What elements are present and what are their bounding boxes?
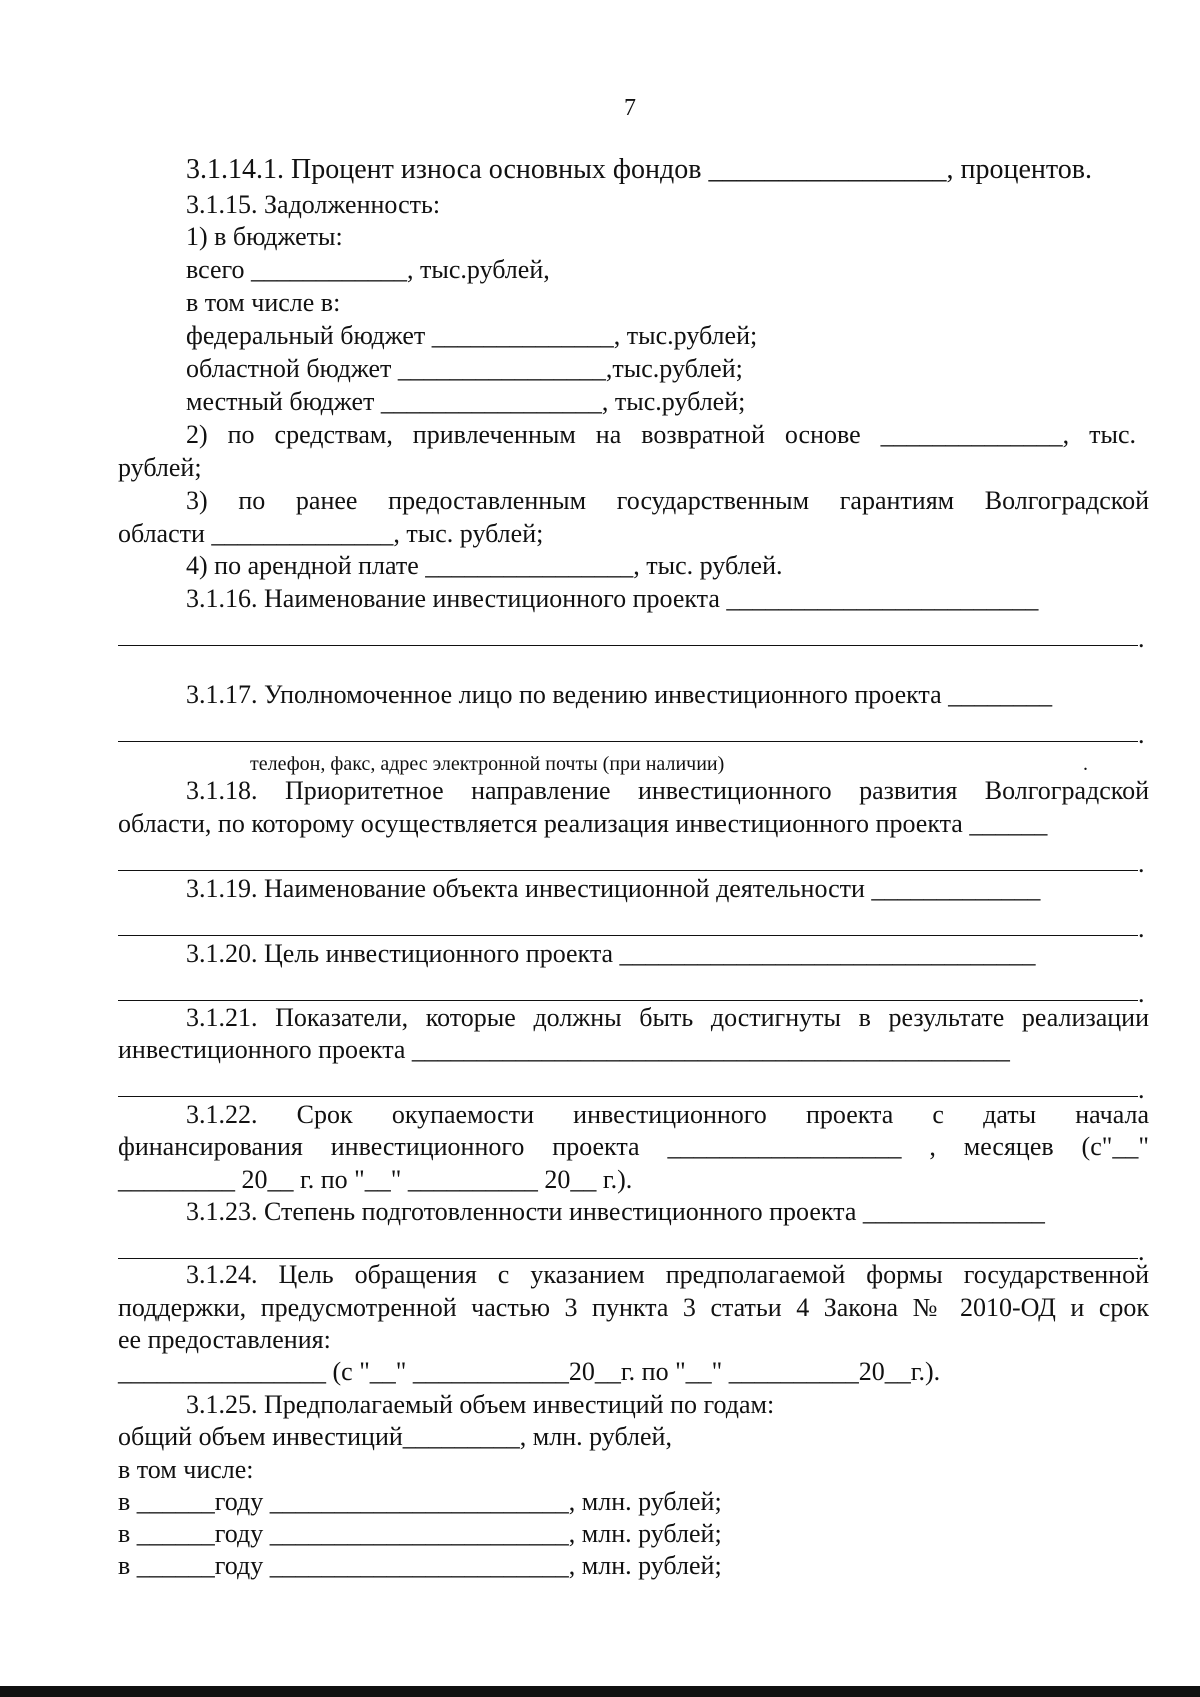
fill-line — [118, 1000, 1138, 1001]
line-end-dot: . — [1138, 914, 1145, 943]
item-3-1-17: 3.1.17. Уполномоченное лицо по ведению инвестиционного проекта ________ — [186, 680, 1053, 709]
item-budgets: 1) в бюджеты: — [186, 222, 343, 251]
item-3-1-15: 3.1.15. Задолженность: — [186, 190, 441, 219]
item-returnable: 2) по средствам, привлеченным на возвратной основе ______________, тыс. — [186, 420, 1136, 449]
contacts-caption: телефон, факс, адрес электронной почты (при наличии) — [250, 753, 725, 775]
item-3-1-14-1: 3.1.14.1. Процент износа основных фондов _________________, процентов. — [186, 154, 1092, 185]
item-3-1-21: 3.1.21. Показатели, которые должны быть достигнуты в результате реализации — [186, 1003, 1149, 1032]
line-end-dot: . — [1138, 720, 1145, 749]
item-rent: 4) по арендной плате ________________, тыс. рублей. — [186, 551, 783, 580]
fill-line — [118, 1258, 1138, 1259]
item-3-1-20: 3.1.20. Цель инвестиционного проекта ________________________________ — [186, 939, 1036, 968]
item-year-1: в ______году _______________________, млн. рублей; — [118, 1487, 722, 1516]
item-guarantees-cont: области ______________, тыс. рублей; — [118, 519, 544, 548]
fill-line — [118, 870, 1138, 871]
fill-line — [118, 645, 1138, 646]
item-3-1-24-cont2: ее предоставления: — [118, 1325, 331, 1354]
fill-line — [118, 935, 1138, 936]
item-3-1-22-cont: финансирования инвестиционного проекта __________________ , месяцев (с"__" — [118, 1132, 1149, 1161]
fill-line — [118, 1096, 1138, 1097]
item-total-investment: общий объем инвестиций_________, млн. рублей, — [118, 1422, 672, 1451]
line-end-dot: . — [1138, 979, 1145, 1008]
item-3-1-24-cont: поддержки, предусмотренной частью 3 пункта 3 статьи 4 Закона № 2010-ОД и срок — [118, 1293, 1149, 1322]
item-3-1-24: 3.1.24. Цель обращения с указанием предполагаемой формы государственной — [186, 1260, 1149, 1289]
item-including: в том числе в: — [186, 288, 341, 317]
scan-edge — [0, 1686, 1200, 1697]
item-3-1-19: 3.1.19. Наименование объекта инвестиционной деятельности _____________ — [186, 874, 1041, 903]
item-federal: федеральный бюджет ______________, тыс.рублей; — [186, 321, 758, 350]
item-3-1-24-dates: ________________ (с "__" ____________20__г. по "__" __________20__г.). — [118, 1357, 941, 1386]
page-number: 7 — [624, 95, 636, 121]
item-3-1-25: 3.1.25. Предполагаемый объем инвестиций по годам: — [186, 1390, 775, 1419]
item-3-1-18: 3.1.18. Приоритетное направление инвестиционного развития Волгоградской — [186, 776, 1149, 805]
item-3-1-16: 3.1.16. Наименование инвестиционного проекта ________________________ — [186, 584, 1039, 613]
item-3-1-21-cont: инвестиционного проекта ______________________________________________ — [118, 1035, 1010, 1064]
item-including-2: в том числе: — [118, 1455, 254, 1484]
item-3-1-23: 3.1.23. Степень подготовленности инвестиционного проекта ______________ — [186, 1197, 1045, 1226]
fill-line — [118, 741, 1138, 742]
item-3-1-22-dates: _________ 20__ г. по "__" __________ 20__ г.). — [118, 1165, 633, 1194]
line-end-dot: . — [1138, 624, 1145, 653]
line-end-dot: . — [1138, 1075, 1145, 1104]
item-returnable-cont: рублей; — [118, 453, 202, 482]
item-guarantees: 3) по ранее предоставленным государственным гарантиям Волгоградской — [186, 486, 1149, 515]
item-3-1-18-cont: области, по которому осуществляется реализация инвестиционного проекта ______ — [118, 809, 1048, 838]
line-end-dot: . — [1083, 753, 1088, 775]
item-regional: областной бюджет ________________,тыс.рублей; — [186, 354, 743, 383]
item-total: всего ____________, тыс.рублей, — [186, 255, 550, 284]
item-local: местный бюджет _________________, тыс.рублей; — [186, 387, 746, 416]
item-year-2: в ______году _______________________, млн. рублей; — [118, 1519, 722, 1548]
item-year-3: в ______году _______________________, млн. рублей; — [118, 1551, 722, 1580]
line-end-dot: . — [1138, 1237, 1145, 1266]
item-3-1-22: 3.1.22. Срок окупаемости инвестиционного проекта с даты начала — [186, 1100, 1149, 1129]
line-end-dot: . — [1138, 849, 1145, 878]
